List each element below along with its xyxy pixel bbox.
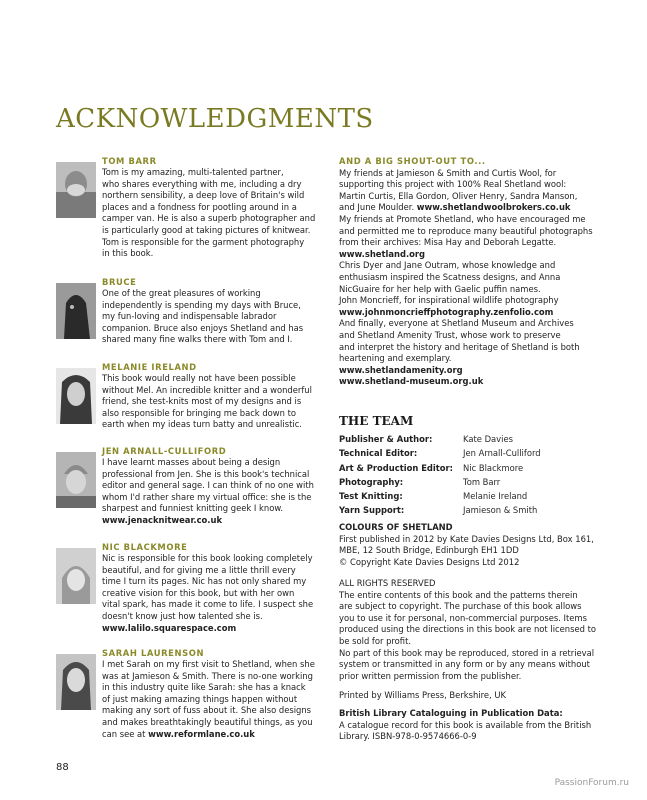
- bio-line: my fun-loving and indispensable labrador: [102, 311, 277, 322]
- shoutout-text: And finally, everyone at Shetland Museum and Archives: [339, 318, 574, 329]
- shoutout-section: [339, 156, 599, 388]
- shoutout-line: [339, 376, 599, 388]
- watermark: PassionForum.ru: [554, 778, 629, 788]
- page-title: ACKNOWLEDGMENTS: [56, 104, 374, 134]
- shoutout-text: and permitted me to reproduce many beautiful photographs: [339, 225, 593, 236]
- shoutout-line: [339, 307, 599, 319]
- shoutout-line: [339, 179, 599, 191]
- rights-line: No part of this book may be reproduced, stored in a retrieval: [339, 647, 595, 658]
- team-row: [339, 461, 541, 475]
- website-link[interactable]: www.shetlandwoolbrokers.co.uk: [416, 202, 571, 213]
- cip-line: Library. ISBN-978-0-9574666-0-9: [339, 731, 477, 742]
- team-member: Melanie Ireland: [463, 491, 528, 502]
- printed-by: Printed by Williams Press, Berkshire, UK: [339, 690, 506, 700]
- colours-line: © Copyright Kate Davies Designs Ltd 2012: [339, 556, 520, 567]
- website-link[interactable]: www.reformlane.co.uk: [148, 728, 255, 739]
- melanie-ireland-photo: [56, 368, 96, 424]
- team-row: [339, 475, 541, 489]
- bio-line: Nic is responsible for this book looking completely: [102, 553, 313, 563]
- website-link[interactable]: www.shetland.org: [339, 248, 426, 259]
- shoutout-line: [339, 168, 599, 180]
- rights-line: produced using the directions in this book are not licensed to: [339, 624, 596, 635]
- bio-line: whom I'd rather share my virtual office: she is the: [102, 491, 312, 502]
- bio-line: doesn't know just how talented she is.: [102, 610, 263, 621]
- bio-line: places and a fondness for pootling around in a: [102, 201, 297, 212]
- person-bio: [102, 553, 326, 634]
- shoutout-text: from their archives: Misa Hay and Deborah Legatte.: [339, 237, 557, 248]
- team-member: Kate Davies: [463, 434, 513, 444]
- shoutout-line: [339, 237, 599, 249]
- team-role: Test Knitting:: [339, 491, 403, 502]
- website-link[interactable]: www.shetland-museum.org.uk: [339, 376, 484, 387]
- shoutout-text: supporting this project with 100% Real Shetland wool:: [339, 179, 567, 190]
- rights-line: are subject to copyright. The purchase of this book allows: [339, 601, 582, 612]
- shoutout-line: [339, 330, 599, 342]
- cip-section: [339, 708, 599, 743]
- colours-section: [339, 522, 599, 568]
- bio-line: shared many fine walks there with Tom and I.: [102, 334, 293, 345]
- bio-line: editor and general sage. I can think of no one with: [102, 480, 314, 491]
- tom-barr-photo: [56, 162, 96, 218]
- person-name: MELANIE IRELAND: [102, 362, 197, 372]
- bio-line: independently is spending my days with Bruce,: [102, 299, 301, 310]
- bio-line: sharpest and funniest knitting geek I know.: [102, 503, 284, 514]
- shoutout-text: enthusiasm inspired the Scatness designs, and Anna: [339, 271, 561, 282]
- team-row: [339, 446, 541, 460]
- shoutout-text: and interpret the history and heritage of Shetland is both: [339, 341, 580, 352]
- shoutout-line: [339, 318, 599, 330]
- bio-line: in this industry quite like Sarah: she has a knack: [102, 682, 306, 693]
- person-name: BRUCE: [102, 277, 137, 287]
- shoutout-heading: AND A BIG SHOUT-OUT TO...: [339, 156, 486, 166]
- shoutout-text: and June Moulder.: [339, 202, 417, 213]
- shoutout-line: [339, 284, 599, 296]
- bio-line: professional from Jen. She is this book's technical: [102, 468, 310, 479]
- shoutout-body: [339, 168, 599, 388]
- bio-line: northern sensibility, a deep love of Britain's wild: [102, 190, 305, 201]
- person-bio: [102, 659, 326, 740]
- shoutout-line: [339, 272, 599, 284]
- cip-heading: British Library Cataloguing in Publication Data:: [339, 708, 563, 718]
- bruce-dog-photo: [56, 283, 96, 339]
- bio-line: beautiful, and for giving me a little thrill every: [102, 564, 296, 575]
- person-name: TOM BARR: [102, 156, 157, 166]
- bio-line: camper van. He is also a superb photographer and: [102, 213, 316, 224]
- rights-line: prior written permission from the publisher.: [339, 670, 522, 681]
- colours-heading: COLOURS OF SHETLAND: [339, 522, 453, 532]
- bio-line: I met Sarah on my first visit to Shetland, when she: [102, 659, 315, 669]
- bio-line: is particularly good at taking pictures of knitwear.: [102, 224, 311, 235]
- person-bio: [102, 167, 326, 260]
- rights-line: The entire contents of this book and the patterns therein: [339, 589, 578, 600]
- person-bio: [102, 373, 326, 431]
- cip-line: A catalogue record for this book is available from the British: [339, 719, 592, 730]
- shoutout-text: My friends at Jamieson & Smith and Curtis Wool, for: [339, 167, 557, 178]
- team-member: Tom Barr: [463, 476, 501, 487]
- bio-line: [102, 729, 326, 741]
- bio-line: time I turn its pages. Nic has not only shared my: [102, 576, 307, 587]
- sarah-laurenson-photo: [56, 654, 96, 710]
- rights-section: [339, 578, 599, 682]
- rights-line: be sold for profit.: [339, 635, 412, 646]
- shoutout-line: [339, 342, 599, 354]
- bio-line: I have learnt masses about being a design: [102, 457, 281, 467]
- rights-heading: ALL RIGHTS RESERVED: [339, 578, 436, 588]
- team-role: Publisher & Author:: [339, 434, 433, 444]
- bio-line: making any sort of fuss about it. She also designs: [102, 705, 312, 716]
- shoutout-line: [339, 295, 599, 307]
- colours-line: MBE, 12 South Bridge, Edinburgh EH1 1DD: [339, 545, 519, 556]
- bio-line: and makes breathtakingly beautiful things, as you: [102, 716, 313, 727]
- website-link[interactable]: www.jenacknitwear.co.uk: [102, 514, 223, 525]
- person-name: SARAH LAURENSON: [102, 648, 205, 658]
- rights-line: system or transmitted in any form or by any means without: [339, 659, 590, 670]
- shoutout-line: [339, 214, 599, 226]
- bio-line: creative vision for this book, but with her own: [102, 587, 295, 598]
- shoutout-line: [339, 202, 599, 214]
- bio-line: of just making amazing things happen without: [102, 693, 298, 704]
- team-role: Art & Production Editor:: [339, 462, 454, 473]
- shoutout-text: My friends at Promote Shetland, who have encouraged me: [339, 213, 586, 224]
- team-member: Jen Arnall-Culliford: [463, 448, 541, 459]
- shoutout-line: [339, 365, 599, 377]
- bio-line: who shares everything with me, including a dry: [102, 178, 302, 189]
- person-bio: [102, 288, 326, 346]
- colours-line: First published in 2012 by Kate Davies Designs Ltd, Box 161,: [339, 533, 594, 544]
- team-row: [339, 503, 541, 517]
- team-member: Nic Blackmore: [463, 462, 524, 473]
- shoutout-line: [339, 249, 599, 261]
- bio-line: companion. Bruce also enjoys Shetland and has: [102, 322, 304, 333]
- team-title: THE TEAM: [339, 414, 414, 428]
- person-name: JEN ARNALL-CULLIFORD: [102, 446, 227, 456]
- bio-line: This book would really not have been possible: [102, 373, 296, 383]
- bio-line: without Mel. An incredible knitter and a wonderful: [102, 384, 312, 395]
- shoutout-text: John Moncrieff, for inspirational wildlife photography: [339, 295, 559, 306]
- website-link[interactable]: www.johnmoncrieffphotography.zenfolio.com: [339, 306, 554, 317]
- shoutout-text: Martin Curtis, Ella Gordon, Oliver Henry, Sandra Manson,: [339, 190, 578, 201]
- shoutout-line: [339, 226, 599, 238]
- person-name: NIC BLACKMORE: [102, 542, 188, 552]
- website-link[interactable]: www.shetlandamenity.org: [339, 364, 463, 375]
- shoutout-line: [339, 191, 599, 203]
- shoutout-text: Chris Dyer and Jane Outram, whose knowledge and: [339, 260, 556, 271]
- bio-line: vital spark, has made it come to life. I suspect she: [102, 599, 314, 610]
- rights-line: you to use it for personal, non-commercial purposes. Items: [339, 612, 587, 623]
- team-row: [339, 432, 541, 446]
- bio-line: One of the great pleasures of working: [102, 288, 261, 298]
- team-role: Technical Editor:: [339, 448, 418, 459]
- bio-line: also responsible for bringing me back down to: [102, 407, 296, 418]
- bio-text: can see at: [102, 728, 149, 739]
- website-link[interactable]: www.lalilo.squarespace.com: [102, 622, 237, 633]
- bio-line: earth when my ideas turn batty and unrealistic.: [102, 419, 302, 430]
- person-bio: [102, 457, 326, 527]
- nic-blackmore-photo: [56, 548, 96, 604]
- jen-arnall-culliford-photo: [56, 452, 96, 508]
- bio-line: Tom is my amazing, multi-talented partner,: [102, 167, 284, 177]
- bio-line: in this book.: [102, 248, 154, 259]
- shoutout-line: [339, 353, 599, 365]
- team-member: Jamieson & Smith: [463, 505, 538, 516]
- shoutout-text: heartening and exemplary.: [339, 353, 452, 364]
- shoutout-text: NicGuaire for her help with Gaelic puffin names.: [339, 283, 541, 294]
- bio-line: Tom is responsible for the garment photography: [102, 236, 305, 247]
- team-row: [339, 489, 541, 503]
- page-number: 88: [56, 762, 69, 773]
- shoutout-line: [339, 260, 599, 272]
- bio-line: was at Jamieson & Smith. There is no-one working: [102, 670, 313, 681]
- team-role: Yarn Support:: [339, 505, 405, 516]
- shoutout-text: and Shetland Amenity Trust, whose work to preserve: [339, 329, 561, 340]
- bio-line: friend, she test-knits most of my designs and is: [102, 396, 302, 407]
- team-list: [339, 432, 541, 518]
- team-role: Photography:: [339, 476, 404, 487]
